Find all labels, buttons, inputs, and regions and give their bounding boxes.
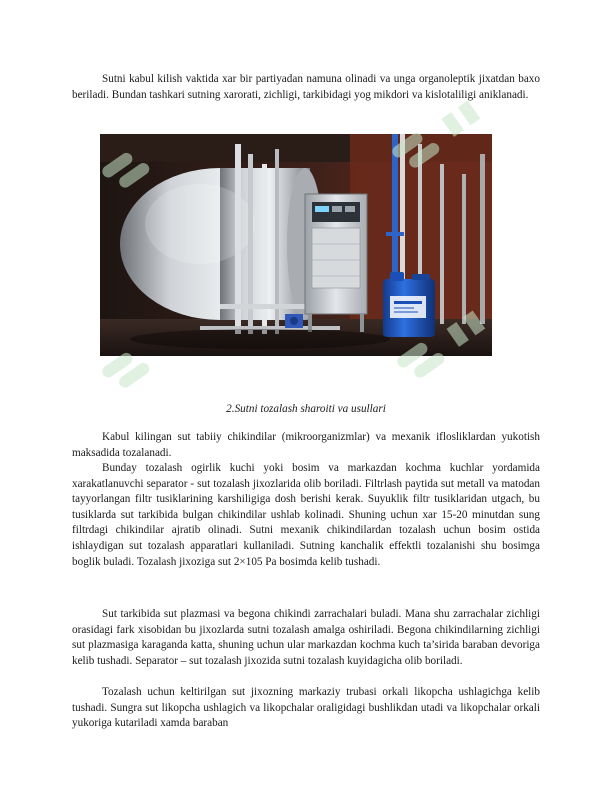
milk-tank-photo [100,134,492,356]
paragraph-4: Sut tarkibida sut plazmasi va begona chikindi zarrachalari buladi. Mana shu zarrachalar zichligi orasidagi fark xisobidan bu jixozlarda sutni tozalash amalga oshiriladi. Begona chikindilarning zichligi sut plazmasiga karaganda katta, shuning uchun ular markazdan kochma kuch ta’sirida baraban devoriga kelib tushadi. Separator – sut tozalash jixozida sutni tozalash kuyidagicha olib boriladi. [72,608,540,667]
paragraph-1: Sutni kabul kilish vaktida xar bir partiyadan namuna olinadi va unga organoleptik jixatdan baxo beriladi. Bundan tashkari sutning xarorati, zichligi, tarkibidagi yog mikdori va kislotaliligi aniklanadi. [72,73,540,101]
milk-tank-illustration [100,134,492,356]
paragraph-5: Tozalash uchun keltirilgan sut jixozning markaziy trubasi orkali likopcha ushlagichga kelib tushadi. Sungra sut likopcha ushlagich va likopchalar oraligidagi bushlikdan utadi va likopchalar orkali yukoriga kutariladi xamda baraban [72,686,540,730]
paragraph-2: Kabul kilingan sut tabiiy chikindilar (mikroorganizmlar) va mexanik iflosliklardan yukotish maksadida tozalanadi. [72,431,540,459]
figure-caption: 2.Sutni tozalash sharoiti va usullari [226,403,386,415]
paragraph-3: Bunday tozalash ogirlik kuchi yoki bosim va markazdan kochma kuchlar yordamida xarakatlanuvchi separator - sut tozalash jixozlarida olib boriladi. Filtrlash paytida sut metall va matodan tayyorlangan filtr tusiklarining karshiligiga dosh berishi kerak. Suyuklik filtr tusiklaridan utgach, bu tusiklarda sut tarkibida bulgan chikindilar ushlab kolinadi. Shuning uchun xar 15-20 minutdan sung filtrdagi chikindilar ajratib olinadi. Sutni mexanik chikindilardan tozalash uchun bosim ostida ishlaydigan sut tozalash apparatlari kullaniladi. Sutning kanchalik effektli tozalanishi shu bosimga boglik buladi. Tozalash jixoziga sut 2×105 Pa bosimda kelib tushadi. [72,462,540,568]
